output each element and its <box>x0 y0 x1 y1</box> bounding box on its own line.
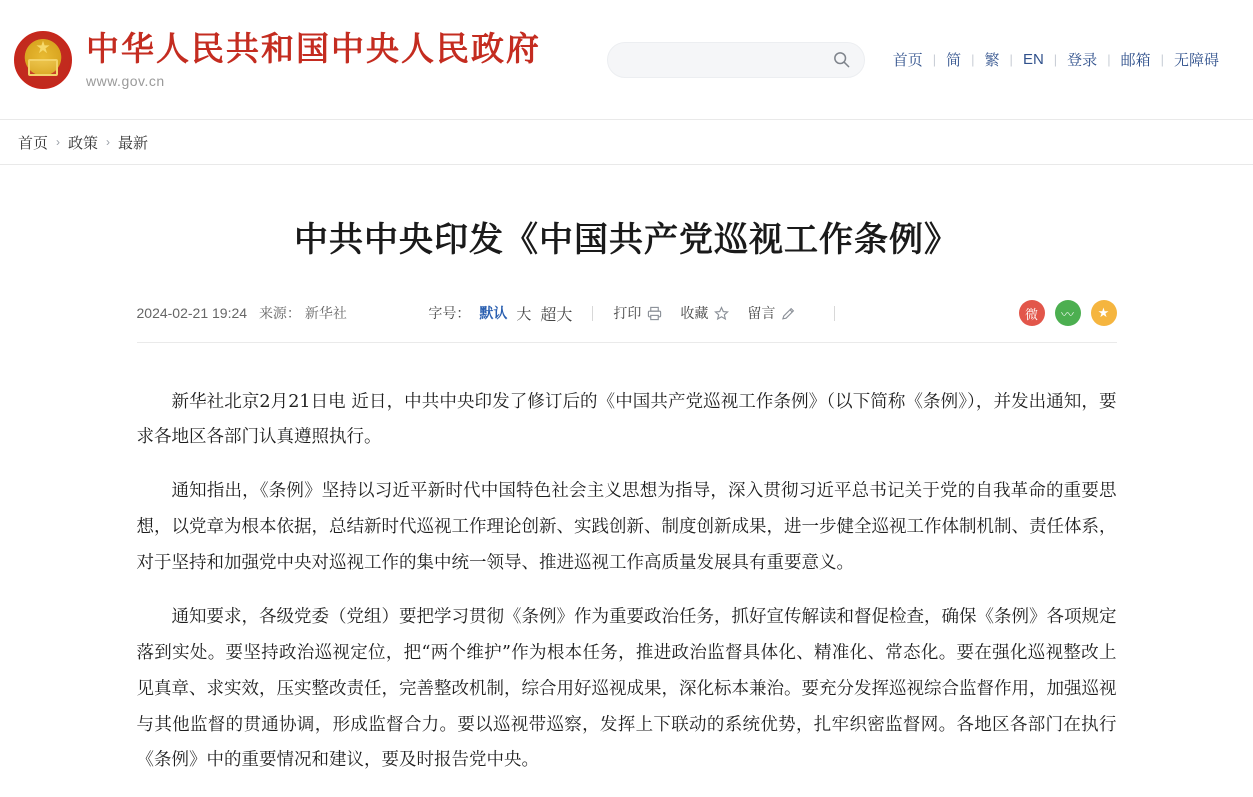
nav-divider: | <box>1107 52 1111 67</box>
comment-button[interactable] <box>747 303 796 323</box>
site-brand[interactable] <box>14 30 541 90</box>
article-paragraph: 通知指出，《条例》坚持以习近平新时代中国特色社会主义思想为指导，深入贯彻习近平总书记关于党的自我革命的重要思想，以党章为根本依据，总结新时代巡视工作理论创新、实践创新、制度创新成果，进一步健全巡视工作体制机制、责任体系，对于坚持和加强党中央对巡视工作的集中统一领导、推进巡视工作高质量发展具有重要意义。 <box>136 481 1117 574</box>
site-header <box>0 0 1253 119</box>
breadcrumb-item-latest[interactable]: 最新 <box>118 134 149 152</box>
fontsize-xlarge[interactable]: 超大 <box>540 306 573 324</box>
site-domain: www.gov.cn <box>86 73 165 90</box>
nav-item-mail[interactable]: 邮箱 <box>1120 52 1151 69</box>
article-paragraph: 新华社北京2月21日电 近日，中共中央印发了修订后的《中国共产党巡视工作条例》（以下简称《条例》），并发出通知，要求各地区各部门认真遵照执行。 <box>136 391 1117 448</box>
fontsize-label: 字号： <box>428 305 471 322</box>
top-nav <box>883 49 1229 70</box>
article-body <box>137 385 1117 780</box>
fontsize-large[interactable]: 大 <box>516 305 532 323</box>
print-button[interactable] <box>613 303 662 323</box>
header-right <box>607 42 1229 78</box>
fontsize-group <box>428 302 572 325</box>
fontsize-default[interactable]: 默认 <box>479 305 508 322</box>
national-emblem-icon <box>14 31 72 89</box>
article-meta-center <box>428 302 855 325</box>
nav-item-english[interactable]: EN <box>1022 51 1044 68</box>
star-icon <box>714 306 729 321</box>
favorite-label: 收藏 <box>680 305 709 322</box>
printer-icon <box>647 306 662 321</box>
meta-divider <box>834 306 835 321</box>
share-weibo-icon[interactable]: 微 <box>1019 300 1045 326</box>
breadcrumb-separator: › <box>56 135 61 149</box>
nav-divider: | <box>971 52 975 67</box>
nav-divider: | <box>932 52 937 67</box>
breadcrumb-separator: › <box>106 135 111 149</box>
brand-text <box>86 30 541 90</box>
breadcrumb-item-policy[interactable]: 政策 <box>68 134 99 152</box>
article-meta-left <box>137 303 347 323</box>
breadcrumb-item-home[interactable]: 首页 <box>18 134 49 152</box>
article-meta-bar <box>137 299 1117 343</box>
search-box[interactable] <box>607 42 865 78</box>
meta-divider <box>592 306 593 321</box>
print-label: 打印 <box>613 305 642 322</box>
share-wechat-icon[interactable]: 〰 <box>1055 300 1081 326</box>
nav-divider: | <box>1009 52 1013 67</box>
nav-item-accessibility[interactable]: 无障碍 <box>1173 52 1219 69</box>
page-title: 中共中央印发《中国共产党巡视工作条例》 <box>294 220 959 260</box>
nav-divider: | <box>1053 52 1058 67</box>
article <box>137 165 1117 779</box>
nav-item-login[interactable]: 登录 <box>1067 52 1098 69</box>
search-input[interactable] <box>626 51 832 69</box>
comment-label: 留言 <box>747 305 776 322</box>
source-name: 新华社 <box>304 305 347 322</box>
nav-item-simplified[interactable]: 简 <box>946 52 962 69</box>
share-qzone-icon[interactable]: ★ <box>1091 300 1117 326</box>
favorite-button[interactable] <box>680 303 729 323</box>
share-group <box>1019 300 1117 326</box>
nav-item-traditional[interactable]: 繁 <box>984 52 1000 69</box>
pencil-icon <box>781 306 796 321</box>
source-label: 来源： <box>258 305 301 322</box>
nav-divider: | <box>1160 52 1164 67</box>
nav-item-home[interactable]: 首页 <box>892 52 923 69</box>
site-title: 中华人民共和国中央人民政府 <box>86 28 541 68</box>
publish-datetime: 2024-02-21 19:24 <box>136 305 248 322</box>
breadcrumb <box>0 119 1253 165</box>
article-paragraph: 通知要求，各级党委（党组）要把学习贯彻《条例》作为重要政治任务，抓好宣传解读和督促检查，确保《条例》各项规定落到实处。要坚持政治巡视定位，把“两个维护”作为根本任务，推进政治监督具体化、精准化、常态化。要在强化巡视整改上见真章、求实效，压实整改责任，完善整改机制，综合用好巡视成果，深化标本兼治。要充分发挥巡视综合监督作用，加强巡视与其他监督的贯通协调，形成监督合力。要以巡视带巡察，发挥上下联动的系统优势，扎牢织密监督网。各地区各部门在执行《条例》中的重要情况和建议，要及时报告党中央。 <box>136 606 1117 771</box>
search-icon[interactable] <box>832 50 852 70</box>
